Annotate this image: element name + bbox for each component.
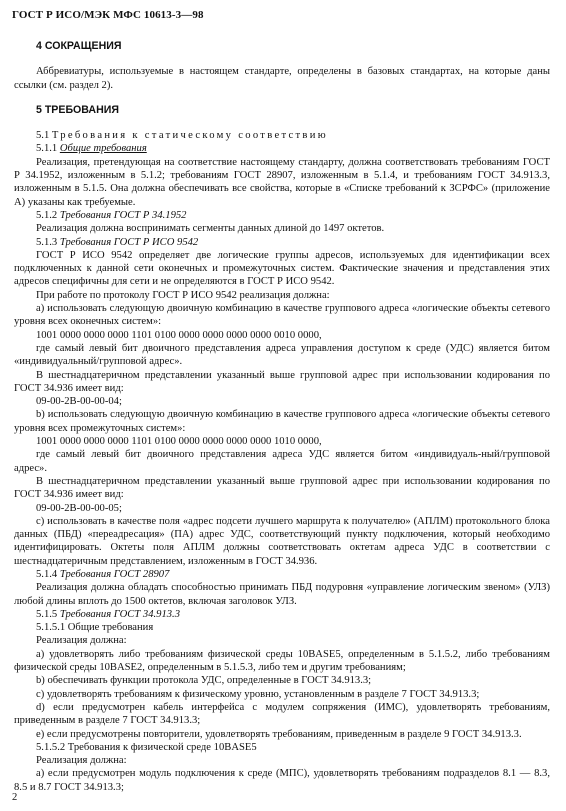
section-5-1-title: Требования к статическому соответствию	[51, 130, 328, 142]
section-5-1-3-item-a-note: где самый левый бит двоичного представления адреса управления доступом к среде (УДС) является битом «индивидуальный/групповой адрес».	[14, 342, 550, 368]
section-5-title: 5 ТРЕБОВАНИЯ	[36, 103, 119, 116]
section-5-1-4-heading	[14, 568, 550, 581]
section-5-1-5-1-item-c: c) удовлетворять требованиям к физическому уровню, установленным в разделе 7 ГОСТ 34.913.3;	[36, 688, 480, 700]
section-5-1-5-1-intro: Реализация должна:	[36, 635, 127, 647]
section-5-1-3-title: Требования ГОСТ Р ИСО 9542	[59, 236, 199, 248]
section-5-1-5-1-item-a: a) удовлетворять либо требованиям физической среды 10BASE5, определенным в 5.1.5.2, либо требованиям физической среды 10BASE2, определенным в 5.1.5.3, либо тем и другим требованиям;	[14, 648, 550, 674]
section-5-1-5-title: Требования ГОСТ 34.913.3	[59, 608, 180, 620]
section-5-1-2-text: Реализация должна воспринимать сегменты данных длиной до 1497 октетов.	[36, 223, 385, 235]
section-5-1-4-title: Требования ГОСТ 28907	[59, 568, 170, 580]
section-5-1-3-item-b-note: где самый левый бит двоичного представления адреса УДС является битом «индивидуаль-ный/групповой адрес».	[14, 449, 550, 474]
section-5-1-3-number: 5.1.3	[36, 236, 58, 248]
section-5-1-5-1-item-d: d) если предусмотрен кабель интерфейса с модулем сопряжения (ИМС), удовлетворять требованиям, приведенным в разделе 7 ГОСТ 34.913.3;	[14, 701, 550, 727]
section-5-1-5-2-item-a: a) если предусмотрен модуль подключения к среде (МПС), удовлетворять требованиям подразделов 8.1 — 8.3, 8.5 и 8.7 ГОСТ 34.913.3;	[14, 768, 550, 793]
section-5-1-4-text: Реализация должна обладать способностью принимать ПБД подуровня «управление логическим звеном» (УЛЗ) любой длины вплоть до 1500 октетов, включая заголовок УЛЗ.	[14, 582, 550, 607]
section-5-1-3-item-b-hex: 09-00-2B-00-00-05;	[36, 502, 122, 514]
section-5-1-4-number: 5.1.4	[36, 568, 58, 580]
section-5-1-3-item-b-binary: 1001 0000 0000 0000 1101 0100 0000 0000 0000 0000 1010 0000,	[36, 436, 322, 448]
section-5-1-number: 5.1	[36, 130, 50, 142]
section-5-1-3-item-a-hex: 09-00-2B-00-00-04;	[36, 396, 122, 408]
section-5-1-2-number: 5.1.2	[36, 209, 58, 221]
section-5-1-3-item-c: c) использовать в качестве поля «адрес подсети лучшего маршрута к получателю» (АПЛМ) протокольного блока данных (ПБД) «переадресация» (ПА) адрес УДС, соответствующий пункту подключения, который необходимо идентифицировать. Октеты поля АПЛМ должны соответствовать октетам адреса УДС в соответствии с шестнадцатеричным представлением, изложенным в ГОСТ 34.936.	[14, 515, 550, 567]
section-5-1-5-2-heading: 5.1.5.2 Требования к физической среде 10BASE5	[36, 741, 257, 753]
section-5-1-1-title: Общие требования	[59, 143, 147, 155]
section-5-1-3-text-1: ГОСТ Р ИСО 9542 определяет две логические группы адресов, используемых для идентификации всех подключенных к данной сети оконечных и промежуточных систем. Фактические значения и представления этих адресов специфичны для сети и не определяются в ГОСТ Р ИСО 9542.	[14, 249, 550, 288]
section-5-1-5-number: 5.1.5	[36, 608, 58, 620]
section-5-1-3-heading	[14, 236, 550, 249]
section-5-1-2-heading	[14, 209, 550, 222]
section-5-1-5-heading	[14, 608, 550, 621]
section-5-1-3-item-b: b) использовать следующую двоичную комбинацию в качестве группового адреса «логические объекты сетевого уровня всех промежуточных систем»:	[14, 409, 550, 434]
section-5-1-2-title: Требования ГОСТ Р 34.1952	[59, 209, 187, 221]
document-body	[14, 40, 550, 794]
section-5-1-3-item-a: a) использовать следующую двоичную комбинацию в качестве группового адреса «логические объекты сетевого уровня всех оконечных систем»:	[14, 303, 550, 328]
section-5-1-5-1-item-b: b) обеспечивать функции протокола УДС, определенные в ГОСТ 34.913.3;	[36, 675, 372, 687]
section-5-1-3-item-b-hex-intro: В шестнадцатеричном представлении указанный выше групповой адрес при использовании кодирования по ГОСТ 34.936 имеет вид:	[14, 475, 550, 501]
section-5-1-5-1-item-e: e) если предусмотрены повторители, удовлетворять требованиям, приведенным в разделе 9 ГОСТ 34.913.3.	[36, 728, 522, 740]
document-header: ГОСТ Р ИСО/МЭК МФС 10613-3—98	[12, 9, 204, 21]
section-5-1-1-text: Реализация, претендующая на соответствие настоящему стандарту, должна соответствовать требованиям ГОСТ Р 34.1952, изложенным в 5.1.2; требованиям ГОСТ 28907, изложенным в 5.1.4, и требованиям ГОСТ 34.913.3, изложенным в 5.1.5. Она должна обеспечивать все свойства, которые в «Списке требований к ЗСРФС» (приложение А) указаны как требуемые.	[14, 156, 550, 208]
section-5-1-3-item-a-hex-intro: В шестнадцатеричном представлении указанный выше групповой адрес при использовании кодирования по ГОСТ 34.936 имеет вид:	[14, 369, 550, 394]
section-5-1-3-item-a-binary: 1001 0000 0000 0000 1101 0100 0000 0000 0000 0000 0010 0000,	[36, 329, 322, 341]
section-4-title: 4 СОКРАЩЕНИЯ	[36, 40, 122, 52]
section-5-1-5-2-intro: Реализация должна:	[36, 755, 127, 767]
section-5-1-3-text-2: При работе по протоколу ГОСТ Р ИСО 9542 реализация должна:	[36, 289, 330, 301]
section-5-1-heading	[14, 129, 550, 142]
section-5-1-1-heading	[14, 142, 550, 155]
section-5-1-5-1-heading: 5.1.5.1 Общие требования	[36, 622, 154, 634]
section-5-1-1-number: 5.1.1	[36, 143, 58, 155]
page-number: 2	[12, 792, 18, 803]
section-4-text: Аббревиатуры, используемые в настоящем стандарте, определены в базовых стандартах, на которые даны ссылки (см. раздел 2).	[14, 66, 550, 91]
